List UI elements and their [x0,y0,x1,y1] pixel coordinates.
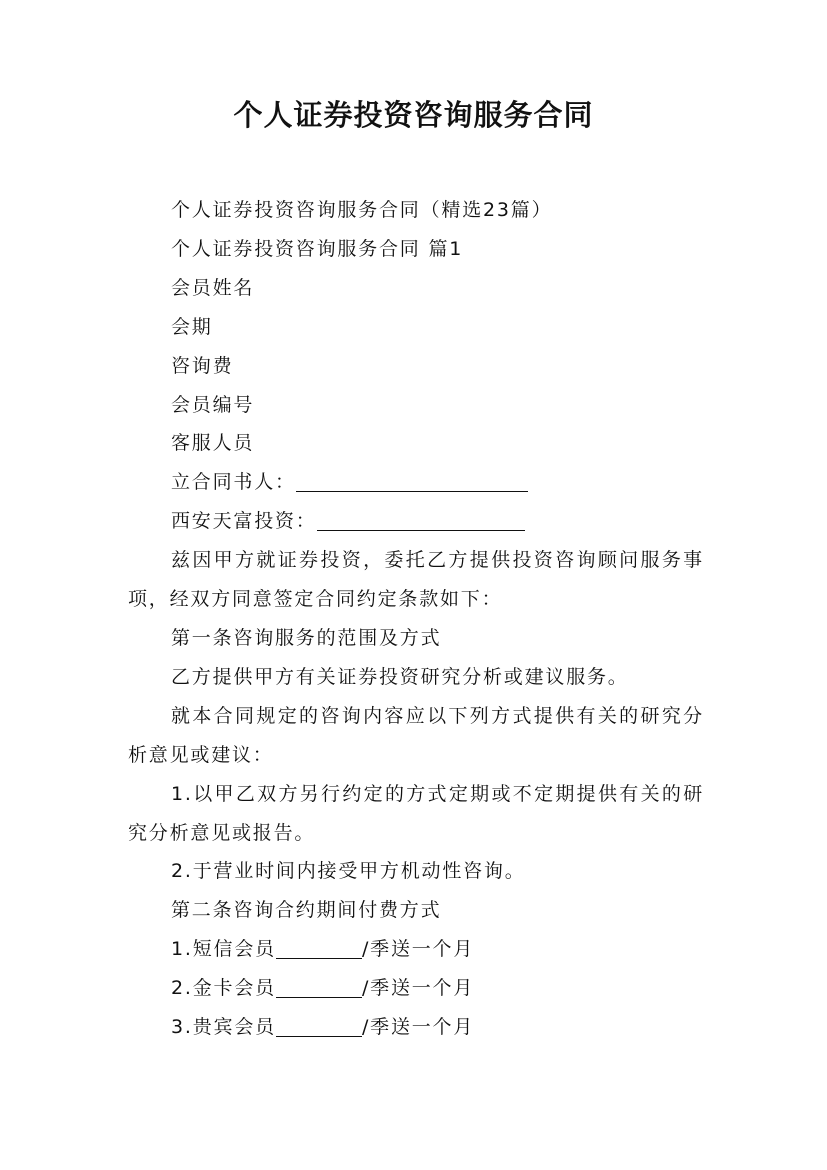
fee1-label: 1.短信会员 [171,938,276,961]
party-b-blank [317,508,525,531]
member-number-line: 会员编号 [171,393,255,416]
article1-title: 第一条咨询服务的范围及方式 [171,626,442,649]
document-body [128,191,704,1047]
intro-paragraph: 兹因甲方就证券投资，委托乙方提供投资咨询顾问服务事项，经双方同意签定合同约定条款如下： [128,549,704,611]
article1-item-2: 2.于营业时间内接受甲方机动性咨询。 [171,860,526,883]
document-title: 个人证券投资咨询服务合同 [233,98,594,132]
party-b-label: 西安天富投资： [171,510,317,533]
fee-line-1 [128,930,704,969]
fee-line-3 [128,1008,704,1047]
party-a-blank [296,469,528,492]
fee2-blank [276,975,362,998]
fee2-label: 2.金卡会员 [171,977,276,1000]
fee-line-2 [128,969,704,1008]
fee3-suffix: /季送一个月 [361,1016,475,1039]
fee1-suffix: /季送一个月 [361,938,475,961]
subtitle-line: 个人证券投资咨询服务合同（精选23篇） [171,199,553,221]
party-a-line [128,463,704,502]
member-period-line: 会期 [171,315,213,338]
article2-title: 第二条咨询合约期间付费方式 [171,899,442,922]
party-b-line [128,502,704,541]
consult-fee-line: 咨询费 [171,354,234,377]
fee3-label: 3.贵宾会员 [171,1016,276,1039]
fee2-suffix: /季送一个月 [361,977,475,1000]
article1-paragraph-2: 就本合同规定的咨询内容应以下列方式提供有关的研究分析意见或建议： [128,704,704,766]
section-heading: 个人证券投资咨询服务合同 篇1 [171,237,464,260]
member-name-line: 会员姓名 [171,276,255,299]
service-staff-line: 客服人员 [171,432,255,455]
article1-paragraph-1: 乙方提供甲方有关证券投资研究分析或建议服务。 [171,665,629,688]
fee3-blank [276,1014,362,1037]
party-a-label: 立合同书人： [171,471,296,494]
fee1-blank [276,936,362,959]
article1-item-1: 1.以甲乙双方另行约定的方式定期或不定期提供有关的研究分析意见或报告。 [128,782,704,844]
